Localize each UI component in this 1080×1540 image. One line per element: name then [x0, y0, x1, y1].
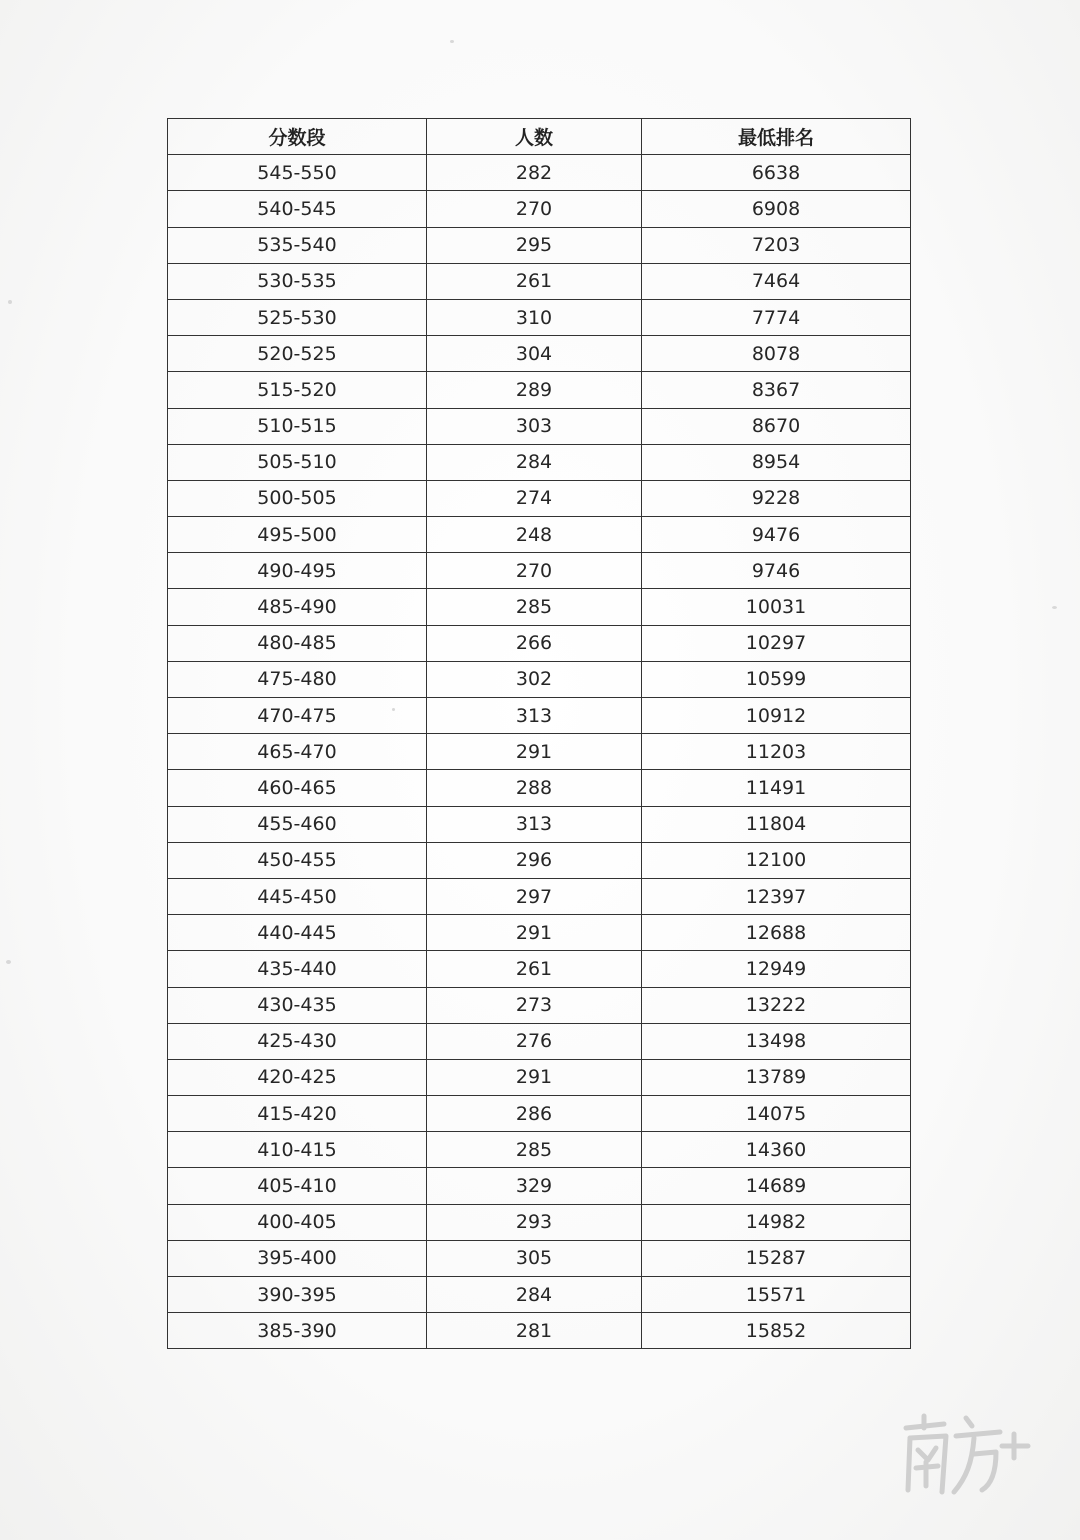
- table-row: [168, 1313, 911, 1349]
- table-row: [168, 987, 911, 1023]
- cell-lowest-rank: 12949: [642, 951, 911, 987]
- cell-count: 313: [427, 698, 642, 734]
- cell-count: 305: [427, 1240, 642, 1276]
- table-row: [168, 263, 911, 299]
- cell-score-range: 505-510: [168, 444, 427, 480]
- cell-lowest-rank: 15287: [642, 1240, 911, 1276]
- cell-lowest-rank: 11491: [642, 770, 911, 806]
- cell-lowest-rank: 14360: [642, 1132, 911, 1168]
- cell-score-range: 400-405: [168, 1204, 427, 1240]
- cell-lowest-rank: 13498: [642, 1023, 911, 1059]
- cell-score-range: 465-470: [168, 734, 427, 770]
- cell-score-range: 510-515: [168, 408, 427, 444]
- cell-score-range: 415-420: [168, 1096, 427, 1132]
- cell-count: 295: [427, 227, 642, 263]
- cell-lowest-rank: 8367: [642, 372, 911, 408]
- cell-count: 297: [427, 878, 642, 914]
- cell-lowest-rank: 10031: [642, 589, 911, 625]
- nanfang-plus-watermark-logo: [896, 1408, 1036, 1498]
- cell-lowest-rank: 10912: [642, 698, 911, 734]
- cell-count: 282: [427, 155, 642, 191]
- cell-count: 296: [427, 842, 642, 878]
- cell-lowest-rank: 7203: [642, 227, 911, 263]
- cell-lowest-rank: 7464: [642, 263, 911, 299]
- cell-lowest-rank: 13222: [642, 987, 911, 1023]
- cell-score-range: 495-500: [168, 517, 427, 553]
- cell-score-range: 485-490: [168, 589, 427, 625]
- table-row: [168, 517, 911, 553]
- cell-count: 284: [427, 1277, 642, 1313]
- cell-lowest-rank: 10297: [642, 625, 911, 661]
- cell-lowest-rank: 10599: [642, 661, 911, 697]
- table-row: [168, 770, 911, 806]
- cell-lowest-rank: 6638: [642, 155, 911, 191]
- cell-lowest-rank: 15571: [642, 1277, 911, 1313]
- cell-score-range: 390-395: [168, 1277, 427, 1313]
- cell-count: 303: [427, 408, 642, 444]
- cell-lowest-rank: 8954: [642, 444, 911, 480]
- cell-score-range: 430-435: [168, 987, 427, 1023]
- table-row: [168, 408, 911, 444]
- table-row: [168, 806, 911, 842]
- cell-score-range: 395-400: [168, 1240, 427, 1276]
- cell-score-range: 385-390: [168, 1313, 427, 1349]
- cell-count: 285: [427, 589, 642, 625]
- cell-score-range: 520-525: [168, 336, 427, 372]
- table-row: [168, 915, 911, 951]
- cell-count: 289: [427, 372, 642, 408]
- table-row: [168, 951, 911, 987]
- cell-count: 281: [427, 1313, 642, 1349]
- table-row: [168, 842, 911, 878]
- cell-lowest-rank: 9746: [642, 553, 911, 589]
- cell-lowest-rank: 11804: [642, 806, 911, 842]
- cell-count: 302: [427, 661, 642, 697]
- cell-count: 313: [427, 806, 642, 842]
- cell-score-range: 475-480: [168, 661, 427, 697]
- table-row: [168, 155, 911, 191]
- cell-score-range: 480-485: [168, 625, 427, 661]
- cell-lowest-rank: 7774: [642, 299, 911, 335]
- cell-lowest-rank: 9476: [642, 517, 911, 553]
- table-header-row: [168, 119, 911, 155]
- table-row: [168, 227, 911, 263]
- table-row: [168, 1204, 911, 1240]
- table-row: [168, 480, 911, 516]
- cell-count: 285: [427, 1132, 642, 1168]
- cell-count: 291: [427, 1059, 642, 1095]
- cell-lowest-rank: 14982: [642, 1204, 911, 1240]
- cell-score-range: 445-450: [168, 878, 427, 914]
- table-row: [168, 661, 911, 697]
- cell-score-range: 460-465: [168, 770, 427, 806]
- cell-count: 274: [427, 480, 642, 516]
- cell-score-range: 540-545: [168, 191, 427, 227]
- cell-lowest-rank: 14689: [642, 1168, 911, 1204]
- cell-score-range: 515-520: [168, 372, 427, 408]
- table-row: [168, 372, 911, 408]
- cell-count: 286: [427, 1096, 642, 1132]
- cell-score-range: 490-495: [168, 553, 427, 589]
- table-row: [168, 625, 911, 661]
- cell-lowest-rank: 12688: [642, 915, 911, 951]
- cell-lowest-rank: 15852: [642, 1313, 911, 1349]
- cell-lowest-rank: 14075: [642, 1096, 911, 1132]
- cell-score-range: 535-540: [168, 227, 427, 263]
- cell-lowest-rank: 6908: [642, 191, 911, 227]
- cell-count: 276: [427, 1023, 642, 1059]
- cell-score-range: 435-440: [168, 951, 427, 987]
- cell-lowest-rank: 8078: [642, 336, 911, 372]
- cell-score-range: 440-445: [168, 915, 427, 951]
- cell-count: 273: [427, 987, 642, 1023]
- table-row: [168, 589, 911, 625]
- table-row: [168, 878, 911, 914]
- cell-score-range: 545-550: [168, 155, 427, 191]
- cell-count: 266: [427, 625, 642, 661]
- cell-lowest-rank: 13789: [642, 1059, 911, 1095]
- cell-count: 270: [427, 191, 642, 227]
- cell-count: 261: [427, 951, 642, 987]
- cell-lowest-rank: 12397: [642, 878, 911, 914]
- cell-count: 304: [427, 336, 642, 372]
- header-count: 人数: [427, 119, 642, 155]
- cell-score-range: 525-530: [168, 299, 427, 335]
- cell-score-range: 425-430: [168, 1023, 427, 1059]
- cell-score-range: 405-410: [168, 1168, 427, 1204]
- table-row: [168, 1240, 911, 1276]
- header-score-range: 分数段: [168, 119, 427, 155]
- cell-lowest-rank: 8670: [642, 408, 911, 444]
- cell-count: 261: [427, 263, 642, 299]
- cell-count: 293: [427, 1204, 642, 1240]
- table-row: [168, 444, 911, 480]
- cell-score-range: 530-535: [168, 263, 427, 299]
- cell-count: 248: [427, 517, 642, 553]
- cell-count: 310: [427, 299, 642, 335]
- table-row: [168, 1168, 911, 1204]
- table-row: [168, 336, 911, 372]
- table-row: [168, 1096, 911, 1132]
- table-body: [168, 155, 911, 1349]
- cell-score-range: 455-460: [168, 806, 427, 842]
- cell-score-range: 410-415: [168, 1132, 427, 1168]
- cell-score-range: 450-455: [168, 842, 427, 878]
- cell-count: 291: [427, 915, 642, 951]
- cell-lowest-rank: 9228: [642, 480, 911, 516]
- table-row: [168, 1059, 911, 1095]
- score-distribution-table: [167, 118, 911, 1349]
- table-row: [168, 698, 911, 734]
- table-row: [168, 299, 911, 335]
- cell-score-range: 420-425: [168, 1059, 427, 1095]
- cell-score-range: 470-475: [168, 698, 427, 734]
- cell-count: 329: [427, 1168, 642, 1204]
- table-row: [168, 734, 911, 770]
- header-lowest-rank: 最低排名: [642, 119, 911, 155]
- cell-lowest-rank: 11203: [642, 734, 911, 770]
- cell-count: 291: [427, 734, 642, 770]
- table-row: [168, 1277, 911, 1313]
- table-row: [168, 191, 911, 227]
- table-row: [168, 1023, 911, 1059]
- cell-lowest-rank: 12100: [642, 842, 911, 878]
- cell-count: 284: [427, 444, 642, 480]
- cell-score-range: 500-505: [168, 480, 427, 516]
- table-row: [168, 553, 911, 589]
- table-row: [168, 1132, 911, 1168]
- cell-count: 288: [427, 770, 642, 806]
- cell-count: 270: [427, 553, 642, 589]
